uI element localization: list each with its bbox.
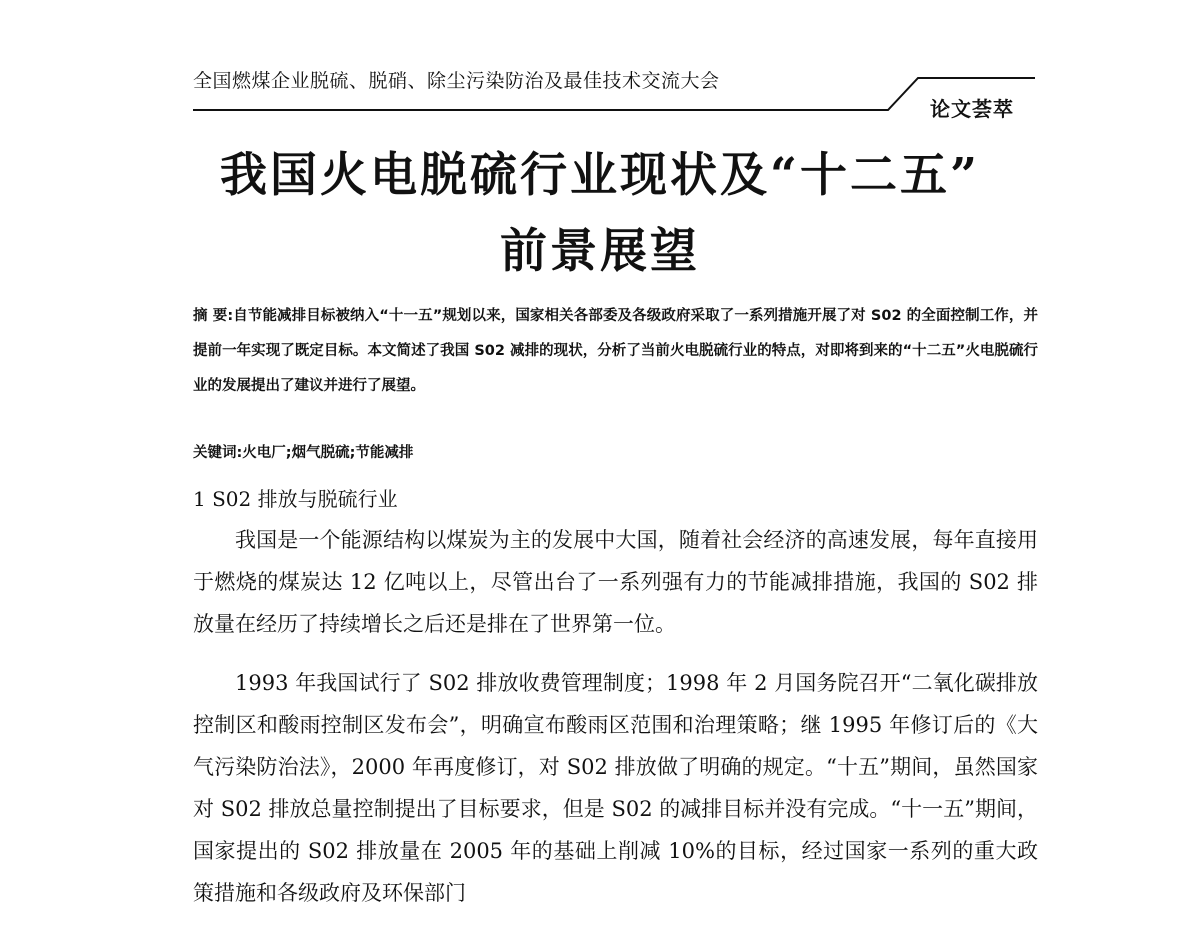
abstract: 摘 要:自节能减排目标被纳入“十一五”规划以来，国家相关各部委及各级政府采取了一系列措施开展了对 S02 的全面控制工作，并提前一年实现了既定目标。本文简述了我国 S02 减排的现状，分析了当前火电脱硫行业的特点，对即将到来的“十二五”火电脱硫行业的发展提出了建议并进行了展望。 — [193, 308, 1038, 394]
body-paragraph-2: 1993 年我国试行了 S02 排放收费管理制度；1998 年 2 月国务院召开“二氧化碳排放控制区和酸雨控制区发布会”，明确宣布酸雨区范围和治理策略；继 1995 年修订后的《大气污染防治法》，2000 年再度修订，对 S02 排放做了明确的规定。“十五”期间，虽然国家对 S02 排放总量控制提出了目标要求，但是 S02 的减排目标并没有完成。“十一五”期间，国家提出的 S02 排放量在 2005 年的基础上削减 10%的目标，经过国家一系列的重大政策措施和各级政府及环保部门 — [193, 671, 1038, 905]
paper-title-line-2: 前景展望 — [500, 224, 700, 279]
keywords: 关键词:火电厂;烟气脱硫;节能减排 — [193, 445, 414, 461]
section-tag: 论文荟萃 — [930, 97, 1014, 121]
section-heading: 1 S02 排放与脱硫行业 — [193, 487, 398, 511]
conference-header: 全国燃煤企业脱硫、脱硝、除尘污染防治及最佳技术交流大会 — [193, 70, 720, 92]
paper-title-line-1: 我国火电脱硫行业现状及“十二五” — [219, 148, 981, 203]
body-paragraph-1: 我国是一个能源结构以煤炭为主的发展中大国，随着社会经济的高速发展，每年直接用于燃烧的煤炭达 12 亿吨以上，尽管出台了一系列强有力的节能减排措施，我国的 S02 排放量在经历了持续增长之后还是排在了世界第一位。 — [193, 528, 1038, 636]
header-rule — [0, 0, 1200, 130]
